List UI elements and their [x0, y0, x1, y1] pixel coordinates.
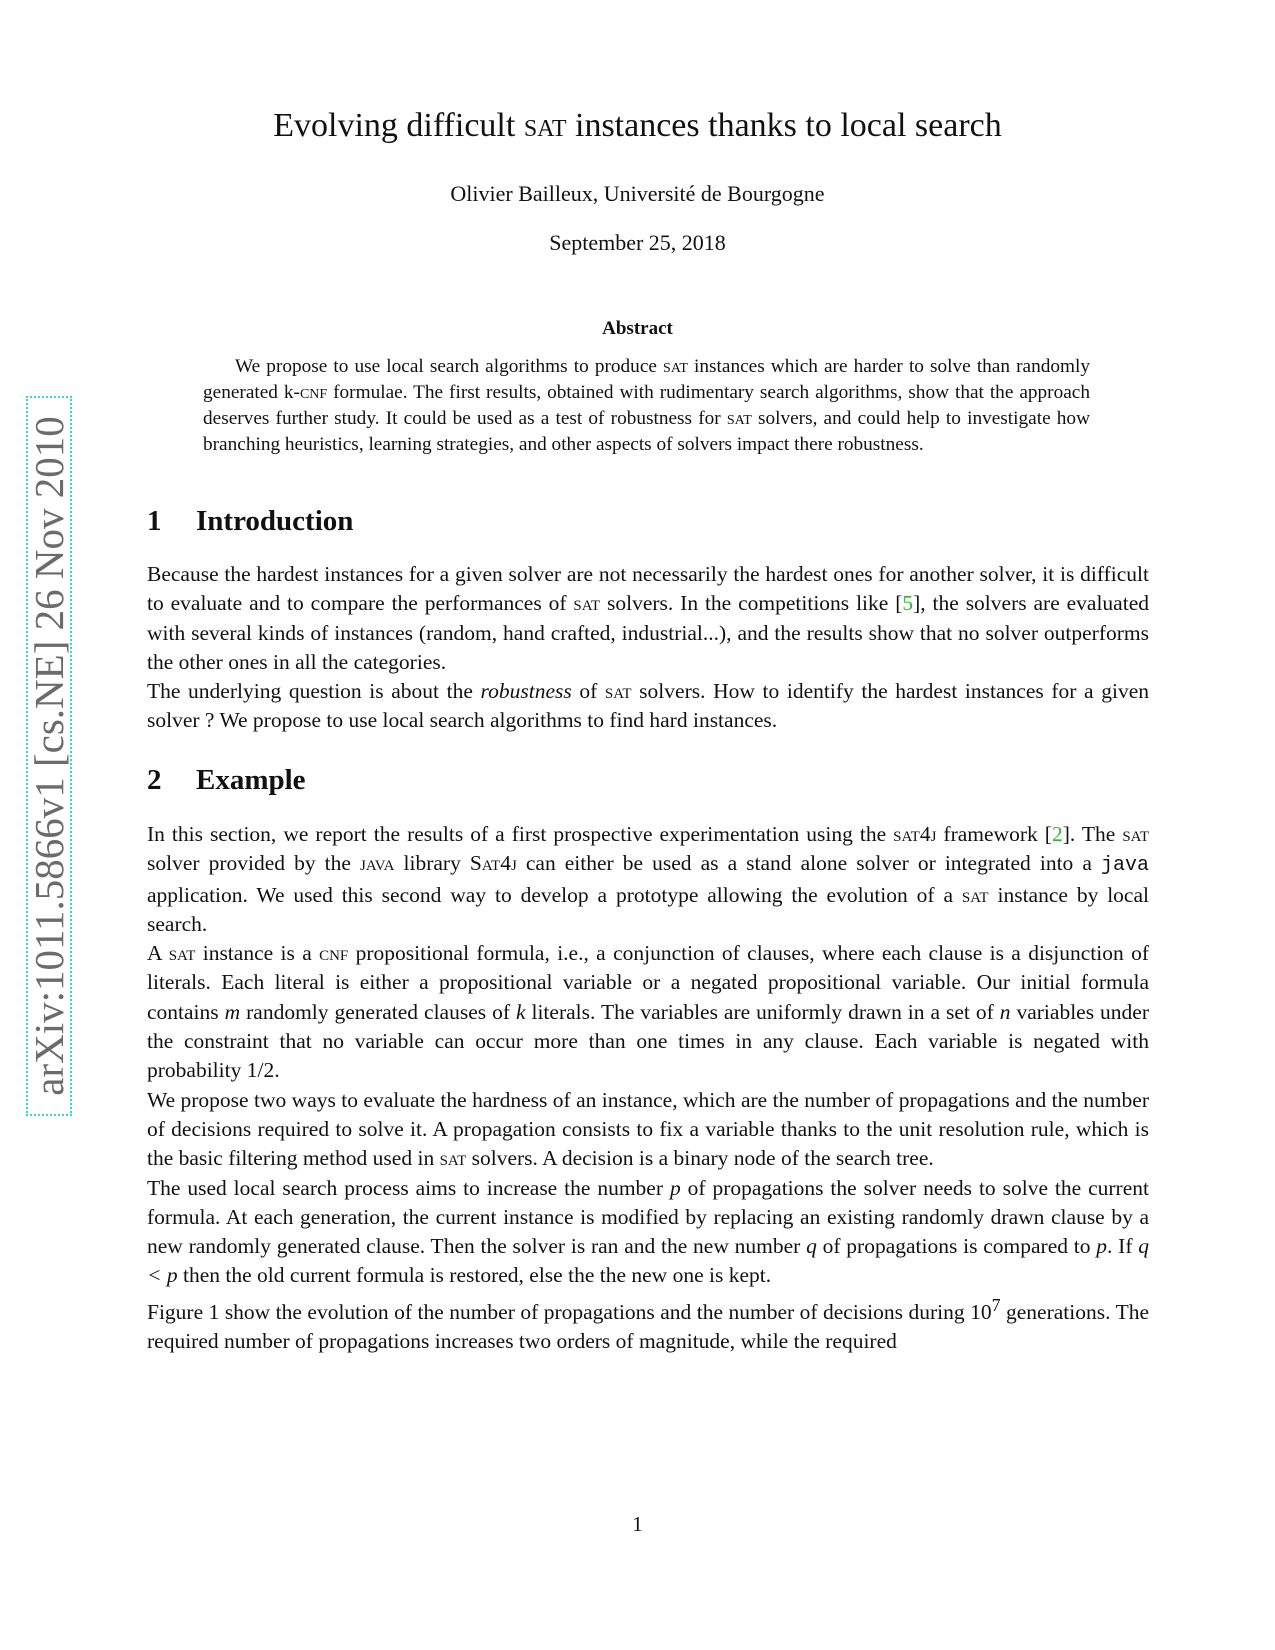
- arxiv-stamp: [26, 396, 72, 1116]
- author-line: Olivier Bailleux, Université de Bourgogne: [450, 181, 825, 206]
- paragraph: The underlying question is about the robustness of sat solvers. How to identify the hardest instances for a given solver ? We propose to use local search algorithms to find hard instances.: [147, 679, 1149, 733]
- paragraph: Because the hardest instances for a given solver are not necessarily the hardest ones for another solver, it is difficult to evaluate and to compare the performances of sat solvers. In the competitions like [5], the solvers are evaluated with several kinds of instances (random, hand crafted, industrial...), and the results show that no solver outperforms the other ones in all the categories.: [147, 562, 1149, 674]
- page-number: 1: [632, 1512, 643, 1536]
- citation-link[interactable]: 2: [1051, 822, 1063, 846]
- paragraph: The used local search process aims to increase the number p of propagations the solver needs to solve the current formula. At each generation, the current instance is modified by replacing an existing randomly drawn clause by a new randomly generated clause. Then the solver is ran and the new number q of propagations is compared to p. If q < p then the old current formula is restored, else the the new one is kept.: [147, 1175, 1150, 1288]
- abstract-heading: Abstract: [602, 318, 673, 339]
- paper-title: Evolving difficult sat instances thanks to local search: [273, 107, 1002, 144]
- paragraph: In this section, we report the results of a first prospective experimentation using the sat4j framework [2]. The sat solver provided by the java library Sat4j can either be used as a stand alone solver or integrated into a java application. We used this second way to develop a prototype allowing the evolution of a sat instance by local search.: [147, 822, 1149, 936]
- paragraph: A sat instance is a cnf propositional formula, i.e., a conjunction of clauses, where each clause is a disjunction of literals. Each literal is either a propositional variable or a negated propositional variable. Our initial formula contains m randomly generated clauses of k literals. The variables are uniformly drawn in a set of n variables under the constraint that no variable can occur more than one times in any clause. Each variable is negated with probability 1/2.: [147, 941, 1149, 1083]
- section-heading-introduction: 1 Introduction: [147, 505, 354, 537]
- paragraph: Figure 1 show the evolution of the number of propagations and the number of decisions during $10^7$ generations. The required number of propagations increases two orders of magnitude, while the required: [147, 1294, 1149, 1354]
- citation-link[interactable]: 5: [902, 591, 914, 616]
- paragraph: We propose two ways to evaluate the hardness of an instance, which are the number of propagations and the number of decisions required to solve it. A propagation consists to fix a variable thanks to the unit resolution rule, which is the basic filtering method used in sat solvers. A decision is a binary node of the search tree.: [147, 1087, 1149, 1171]
- abstract-body: We propose to use local search algorithms to produce sat instances which are harder to solve than randomly generated k-cnf formulae. The first results, obtained with rudimentary search algorithms, show that the approach deserves further study. It could be used as a test of robustness for sat solvers, and could help to investigate how branching heuristics, learning strategies, and other aspects of solvers impact there robustness.: [203, 356, 1090, 455]
- example-body: [147, 820, 1149, 1357]
- section-heading-example: 2 Example: [147, 764, 306, 796]
- paper-date: September 25, 2018: [549, 230, 726, 255]
- introduction-body: [147, 560, 1149, 736]
- arxiv-id: arXiv:1011.5866v1 [cs.NE] 26 Nov 2010: [26, 416, 72, 1096]
